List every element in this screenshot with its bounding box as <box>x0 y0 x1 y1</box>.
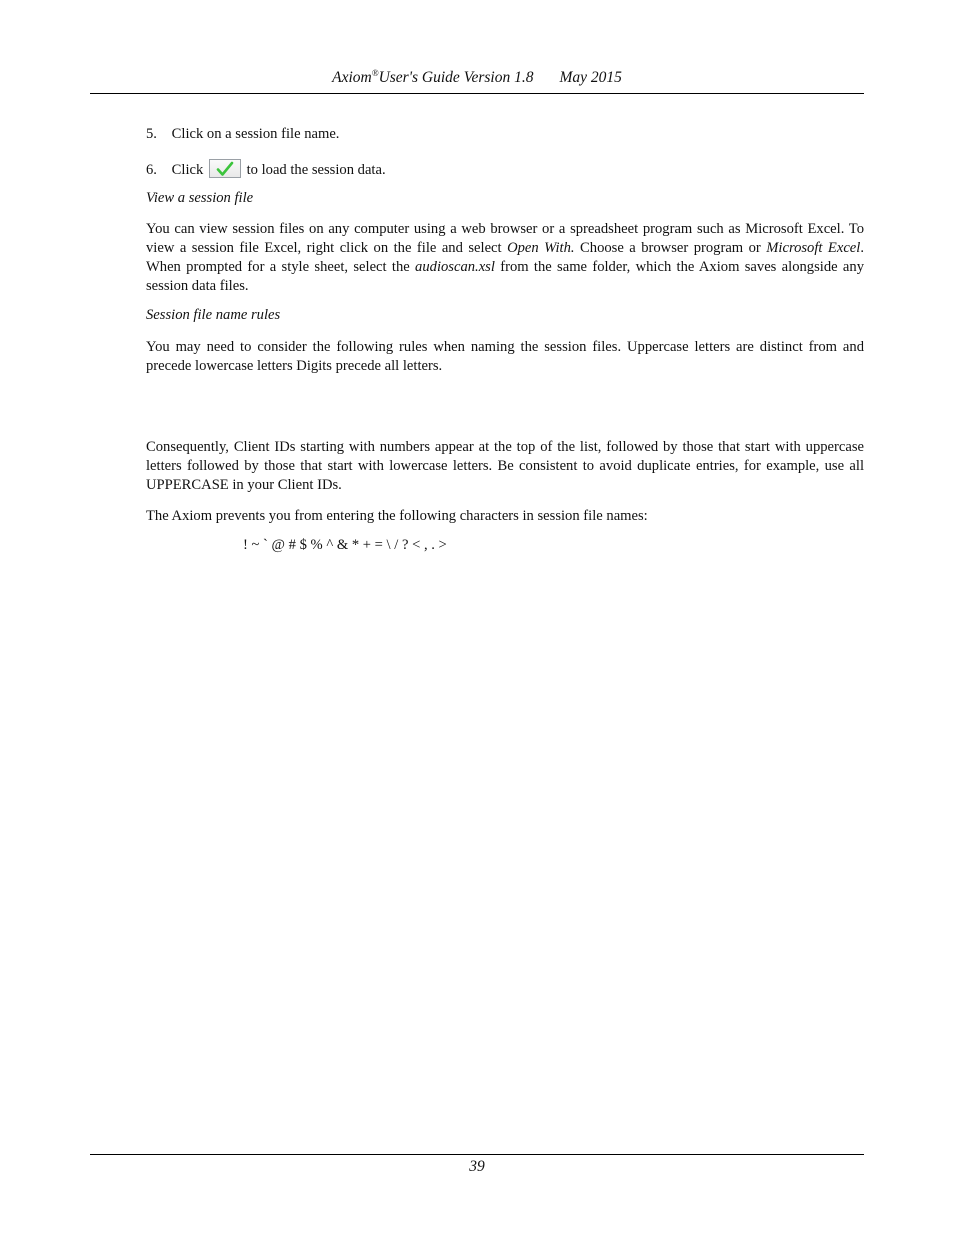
checkmark-icon <box>216 161 234 177</box>
stylesheet-filename: audioscan.xsl <box>415 259 495 275</box>
text-run: Choose a browser program or <box>574 240 767 256</box>
rules-paragraph-1: You may need to consider the following rules when naming the session files. Uppercase letters are distinct from and precede lowercase letters Digits precede all letters. <box>146 339 864 374</box>
step-number: 5. <box>146 126 157 142</box>
view-session-heading: View a session file <box>146 190 254 206</box>
running-header <box>90 68 864 87</box>
step-6 <box>146 159 386 179</box>
text-run: You can view session files on any computer using a web browser or a spreadsheet program such as Microsoft Excel. To view a session file Excel, right click on the file and select <box>146 221 864 256</box>
registered-mark: ® <box>371 68 379 78</box>
header-title-suffix: User's Guide Version 1.8 <box>378 69 534 87</box>
view-session-paragraph <box>146 220 864 296</box>
step-number: 6. <box>146 162 157 178</box>
text-run: from the same folder, which the Axiom saves alongside any session data files. <box>146 259 864 294</box>
confirm-button[interactable] <box>209 159 241 178</box>
excel-term: Microsoft Excel <box>766 240 861 256</box>
open-with-term: Open With. <box>507 240 575 256</box>
page-number: 39 <box>469 1158 485 1175</box>
file-name-rules-heading: Session file name rules <box>146 307 281 323</box>
header-rule <box>90 93 864 94</box>
header-title-prefix: Axiom <box>332 69 372 87</box>
text-run: . When prompted for a style sheet, select the <box>146 240 864 275</box>
step-text: Click on a session file name. <box>171 126 340 142</box>
rules-paragraph-2: Consequently, Client IDs starting with numbers appear at the top of the list, followed by those that start with uppercase letters followed by those that start with lowercase letters. Be consistent to avoid duplicate entries, for example, use all UPPERCASE in your Client IDs. <box>146 439 864 493</box>
header-date: May 2015 <box>559 69 622 87</box>
footer-rule <box>90 1154 864 1155</box>
step-text-before: Click <box>171 162 204 178</box>
rules-paragraph-3: The Axiom prevents you from entering the following characters in session file names: <box>146 508 648 524</box>
forbidden-characters: ! ~ ` @ # $ % ^ & * + = \ / ? < , . > <box>243 537 447 553</box>
step-5 <box>146 126 339 143</box>
step-text-after: to load the session data. <box>246 162 386 178</box>
